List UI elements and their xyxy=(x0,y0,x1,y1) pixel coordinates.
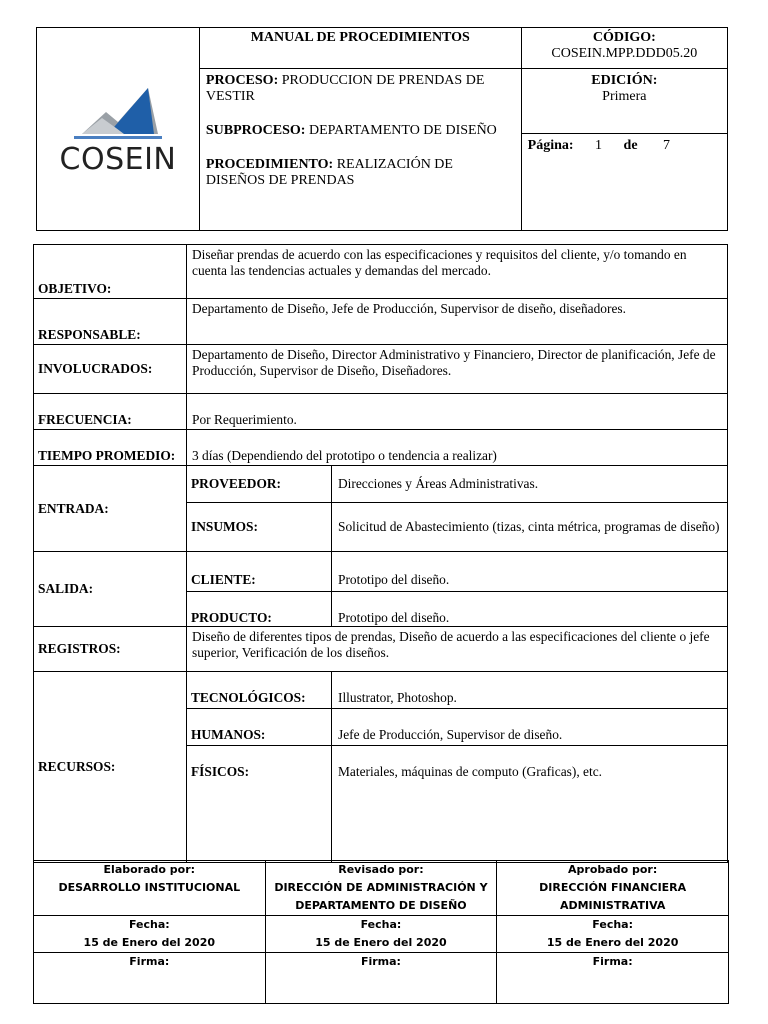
firma-label-2: Firma: xyxy=(360,955,401,968)
producto-value: Prototipo del diseño. xyxy=(332,592,728,627)
registros-row xyxy=(34,627,728,672)
edicion-cell xyxy=(521,69,727,134)
entrada-label: ENTRADA: xyxy=(34,466,187,552)
tiempo-row xyxy=(34,430,728,466)
insumos-label: INSUMOS: xyxy=(187,503,332,552)
tiempo-label: TIEMPO PROMEDIO: xyxy=(34,430,187,466)
header-table xyxy=(36,27,728,231)
revisado-cell xyxy=(265,861,497,916)
involucrados-value: Departamento de Diseño, Director Administrativo y Financiero, Director de planificación, Jefe de Producción, Supervisor de Diseño, Diseñadores. xyxy=(187,345,728,394)
subproceso-line xyxy=(206,123,515,139)
logo-cell xyxy=(37,28,200,231)
elaborado-cell xyxy=(34,861,266,916)
fecha-value-3: 15 de Enero del 2020 xyxy=(546,936,679,949)
registros-label: REGISTROS: xyxy=(34,627,187,672)
salida-label: SALIDA: xyxy=(34,552,187,627)
pagina-de: de xyxy=(623,138,638,153)
fecha-cell-3 xyxy=(497,916,729,953)
firma-cell-1 xyxy=(34,953,266,1004)
logo-text: COSEIN xyxy=(59,141,177,177)
aprobado-value: DIRECCIÓN FINANCIERA ADMINISTRATIVA xyxy=(539,881,687,912)
proceso-label: PROCESO: xyxy=(205,73,279,88)
tecnologicos-label: TECNOLÓGICOS: xyxy=(187,672,332,709)
fecha-value-2: 15 de Enero del 2020 xyxy=(315,936,447,949)
revisado-value: DIRECCIÓN DE ADMINISTRACIÓN Y DEPARTAMENTO DE DISEÑO xyxy=(274,881,488,912)
procedure-table xyxy=(33,244,728,863)
edicion-value: Primera xyxy=(602,89,647,104)
fecha-cell-2 xyxy=(265,916,497,953)
proceso-value: PRODUCCION DE PRENDAS DE VESTIR xyxy=(205,73,485,104)
humanos-value: Jefe de Producción, Supervisor de diseño. xyxy=(332,709,728,746)
firma-row xyxy=(34,953,729,1004)
firma-cell-2 xyxy=(265,953,497,1004)
proveedor-label: PROVEEDOR: xyxy=(187,466,332,503)
pagina-num: 1 xyxy=(595,138,603,153)
responsable-value: Departamento de Diseño, Jefe de Producción, Supervisor de diseño, diseñadores. xyxy=(187,299,728,345)
aprobado-label: Aprobado por: xyxy=(568,863,658,876)
proveedor-value: Direcciones y Áreas Administrativas. xyxy=(332,466,728,503)
registros-value: Diseño de diferentes tipos de prendas, Diseño de acuerdo a las especificaciones del cliente o jefe superior, Verificación de los diseños. xyxy=(187,627,728,672)
aprobado-cell xyxy=(497,861,729,916)
objetivo-label: OBJETIVO: xyxy=(34,245,187,299)
mountain-logo-icon xyxy=(68,82,168,140)
frecuencia-row xyxy=(34,394,728,430)
salida-row-1 xyxy=(34,552,728,592)
fecha-label-2: Fecha: xyxy=(360,918,402,931)
revisado-label: Revisado por: xyxy=(338,863,424,876)
producto-label: PRODUCTO: xyxy=(187,592,332,627)
fisicos-value: Materiales, máquinas de computo (Graficas), etc. xyxy=(332,746,728,863)
subproceso-label: SUBPROCESO: xyxy=(205,123,306,138)
tecnologicos-value: Illustrator, Photoshop. xyxy=(332,672,728,709)
entrada-row-1 xyxy=(34,466,728,503)
fecha-row xyxy=(34,916,729,953)
procedimiento-label: PROCEDIMIENTO: xyxy=(205,157,334,172)
fecha-cell-1 xyxy=(34,916,266,953)
cliente-value: Prototipo del diseño. xyxy=(332,552,728,592)
edicion-label: EDICIÓN: xyxy=(591,73,658,88)
procedimiento-value: REALIZACIÓN DE DISEÑOS DE PRENDAS xyxy=(205,157,453,188)
firma-label-1: Firma: xyxy=(129,955,170,968)
insumos-value: Solicitud de Abastecimiento (tizas, cinta métrica, programas de diseño) xyxy=(332,503,728,552)
pagina-total: 7 xyxy=(663,138,671,153)
fecha-value-1: 15 de Enero del 2020 xyxy=(83,936,216,949)
tiempo-value: 3 días (Dependiendo del prototipo o tendencia a realizar) xyxy=(187,430,728,466)
document-title: MANUAL DE PROCEDIMIENTOS xyxy=(199,28,521,69)
elaborado-value: DESARROLLO INSTITUCIONAL xyxy=(58,881,241,894)
responsable-row xyxy=(34,299,728,345)
recursos-label: RECURSOS: xyxy=(34,672,187,863)
responsable-label: RESPONSABLE: xyxy=(34,299,187,345)
pagina-cell xyxy=(521,134,727,231)
procedimiento-line xyxy=(206,157,515,189)
humanos-label: HUMANOS: xyxy=(187,709,332,746)
firma-cell-3 xyxy=(497,953,729,1004)
fecha-label-3: Fecha: xyxy=(592,918,633,931)
proceso-cell xyxy=(199,69,521,231)
frecuencia-value: Por Requerimiento. xyxy=(187,394,728,430)
fecha-label-1: Fecha: xyxy=(128,918,170,931)
approval-row xyxy=(34,861,729,916)
involucrados-label: INVOLUCRADOS: xyxy=(34,345,187,394)
frecuencia-label: FRECUENCIA: xyxy=(34,394,187,430)
codigo-value: COSEIN.MPP.DDD05.20 xyxy=(551,46,698,61)
involucrados-row xyxy=(34,345,728,394)
fisicos-label: FÍSICOS: xyxy=(187,746,332,863)
firma-label-3: Firma: xyxy=(592,955,633,968)
objetivo-row xyxy=(34,245,728,299)
pagina-label: Página: xyxy=(527,138,574,153)
cliente-label: CLIENTE: xyxy=(187,552,332,592)
approval-table xyxy=(33,860,729,1004)
objetivo-value: Diseñar prendas de acuerdo con las especificaciones y requisitos del cliente, y/o tomando en cuenta las tendencias actuales y demandas del mercado. xyxy=(187,245,728,299)
proceso-line xyxy=(206,73,515,105)
subproceso-value: DEPARTAMENTO DE DISEÑO xyxy=(308,123,497,138)
codigo-label: CÓDIGO: xyxy=(592,30,656,45)
codigo-cell xyxy=(521,28,727,69)
elaborado-label: Elaborado por: xyxy=(103,863,196,876)
recursos-row-1 xyxy=(34,672,728,709)
cosein-logo xyxy=(37,82,199,177)
